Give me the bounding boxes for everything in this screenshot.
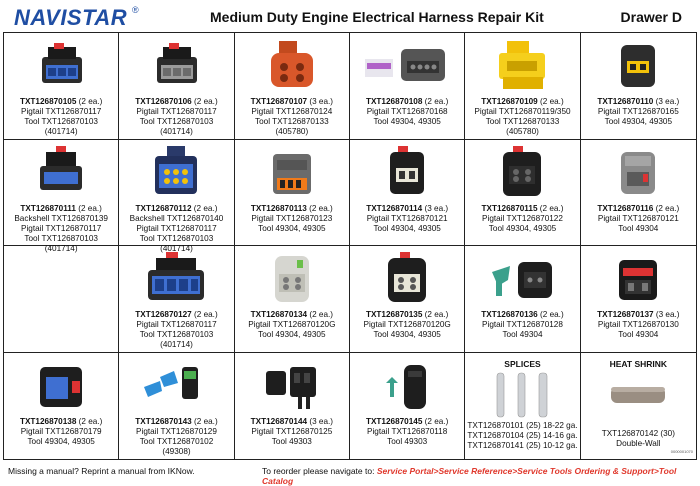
catalog-link[interactable]: Service Portal>Service Reference>Service Tools Ordering & Support>Tool Catalog [262, 466, 677, 486]
connector-image [4, 144, 118, 202]
heat-shrink-cell: HEAT SHRINK TXT126870142 (30) Double-Wall 0000001070 [581, 353, 696, 460]
connector-image [235, 357, 349, 415]
part-cell: TXT126870108 (2 ea.) Pigtail TXT126870168 Tool 49304, 49305 [350, 33, 465, 140]
navistar-logo: NAVISTAR [14, 5, 128, 30]
part-cell: TXT126870113 (2 ea.) Pigtail TXT126870123 Tool 49304, 49305 [235, 140, 350, 247]
part-cell: TXT126870135 (2 ea.) Pigtail TXT126870120G Tool 49304, 49305 [350, 246, 465, 353]
connector-image [119, 144, 233, 202]
connector-image [235, 37, 349, 95]
part-cell: TXT126870114 (3 ea.) Pigtail TXT126870121 Tool 49304, 49305 [350, 140, 465, 247]
page-title: Medium Duty Engine Electrical Harness Repair Kit [210, 9, 544, 25]
connector-image [4, 357, 118, 415]
parts-grid [3, 32, 697, 460]
drawer-label: Drawer D [620, 9, 682, 25]
part-cell: TXT126870109 (2 ea.) Pigtail TXT126870119/350 Tool TXT126870133 (405780) [465, 33, 580, 140]
part-cell: TXT126870134 (2 ea.) Pigtail TXT126870120G Tool 49304, 49305 [235, 246, 350, 353]
connector-image [350, 144, 464, 202]
connector-image [119, 37, 233, 95]
part-cell: TXT126870138 (2 ea.) Pigtail TXT126870179 Tool 49304, 49305 [4, 353, 119, 460]
splices-cell: SPLICES TXT126870101 (25) 18-22 ga. TXT126870104 (25) 14-16 ga. TXT126870141 (25) 10-12 ga. [465, 353, 580, 460]
connector-image [465, 37, 579, 95]
connector-image [350, 37, 464, 95]
connector-image [465, 250, 579, 308]
connector-image [581, 37, 696, 95]
part-cell: TXT126870105 (2 ea.) Pigtail TXT126870117 Tool TXT126870103 (401714) [4, 33, 119, 140]
document-code: 0000001070 [670, 449, 693, 454]
part-cell: TXT126870107 (3 ea.) Pigtail TXT126870124 Tool TXT126870133 (405780) [235, 33, 350, 140]
part-cell: TXT126870116 (2 ea.) Pigtail TXT126870121 Tool 49304 [581, 140, 696, 247]
part-cell: TXT126870110 (3 ea.) Pigtail TXT126870165 Tool 49304, 49305 [581, 33, 696, 140]
part-cell: TXT126870112 (2 ea.) Backshell TXT126870140 Pigtail TXT126870117 Tool TXT126870103 (401714) [119, 140, 234, 247]
part-cell: TXT126870145 (2 ea.) Pigtail TXT126870118 Tool 49303 [350, 353, 465, 460]
part-cell: TXT126870136 (2 ea.) Pigtail TXT126870128 Tool 49304 [465, 246, 580, 353]
heat-shrink-image [581, 375, 696, 433]
page-footer [0, 462, 700, 484]
splices-title: SPLICES [504, 358, 541, 369]
connector-image [350, 357, 464, 415]
part-cell: TXT126870143 (2 ea.) Pigtail TXT126870129 Tool TXT126870102 (49308) [119, 353, 234, 460]
connector-image [4, 37, 118, 95]
connector-image [350, 250, 464, 308]
heat-shrink-title: HEAT SHRINK [609, 358, 668, 369]
connector-image [465, 144, 579, 202]
page-header [0, 0, 700, 32]
connector-image [581, 250, 696, 308]
empty-cell [4, 246, 119, 353]
part-cell: TXT126870111 (2 ea.) Backshell TXT126870139 Pigtail TXT126870117 Tool TXT126870103 (401714) [4, 140, 119, 247]
reorder-note: To reorder please navigate to: Service Portal>Service Reference>Service Tools Ordering & Support>Tool Catalog [262, 466, 677, 486]
part-cell: TXT126870137 (3 ea.) Pigtail TXT126870130 Tool 49304 [581, 246, 696, 353]
part-cell: TXT126870106 (2 ea.) Pigtail TXT126870117 Tool TXT126870103 (401714) [119, 33, 234, 140]
connector-image [235, 250, 349, 308]
connector-image [119, 357, 233, 415]
connector-image [581, 144, 696, 202]
part-cell: TXT126870144 (3 ea.) Pigtail TXT126870125 Tool 49303 [235, 353, 350, 460]
part-cell: TXT126870127 (2 ea.) Pigtail TXT126870117 Tool TXT126870103 (401714) [119, 246, 234, 353]
registered-mark: ® [132, 5, 139, 15]
part-cell: TXT126870115 (2 ea.) Pigtail TXT126870122 Tool 49304, 49305 [465, 140, 580, 247]
connector-image [235, 144, 349, 202]
connector-image [119, 250, 233, 308]
manual-note: Missing a manual? Reprint a manual from IKNow. [8, 466, 195, 476]
